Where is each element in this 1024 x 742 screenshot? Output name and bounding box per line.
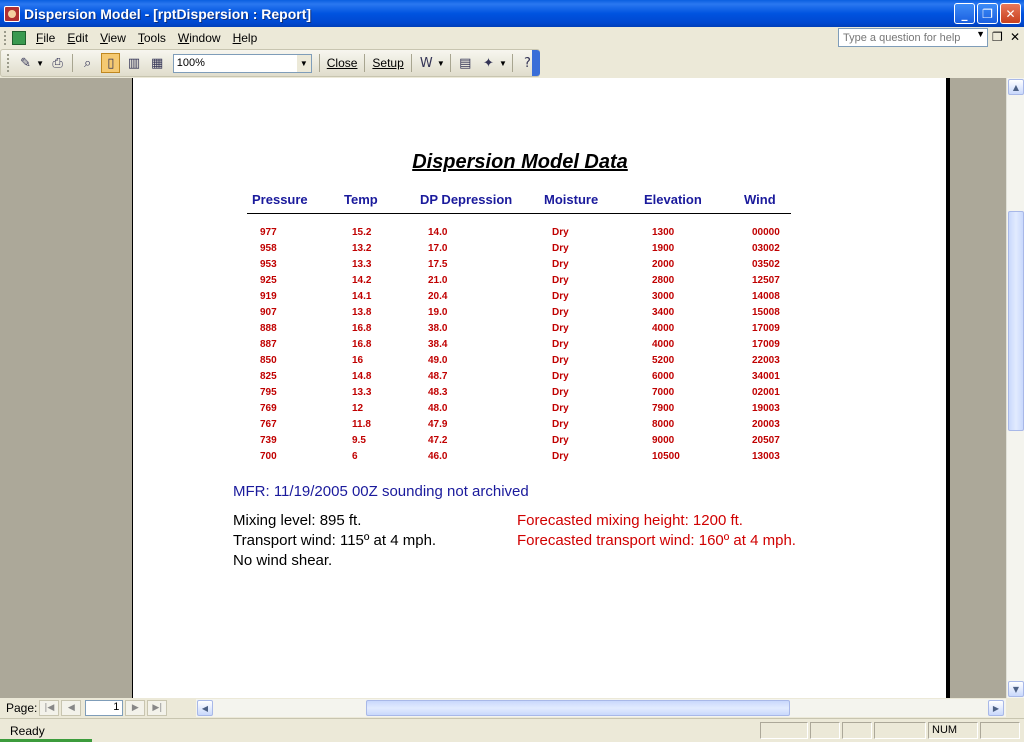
last-page-icon[interactable]: ▶| bbox=[147, 700, 167, 716]
cell-elevation: 4000 bbox=[652, 339, 675, 350]
new-object-icon[interactable]: ✦ bbox=[482, 55, 494, 71]
cell-wind: 20003 bbox=[752, 419, 780, 430]
cell-pressure: 700 bbox=[260, 451, 277, 462]
toolbar-separator bbox=[72, 54, 73, 72]
cell-pressure: 767 bbox=[260, 419, 277, 430]
cell-moisture: Dry bbox=[552, 339, 569, 350]
cell-elevation: 1300 bbox=[652, 227, 675, 238]
column-header-elevation: Elevation bbox=[644, 192, 702, 207]
multiple-pages-icon[interactable]: ▦ bbox=[151, 55, 164, 71]
table-row bbox=[133, 323, 833, 339]
office-links-dropdown-icon[interactable]: ▼ bbox=[436, 58, 445, 68]
cell-moisture: Dry bbox=[552, 227, 569, 238]
mdi-restore-icon[interactable]: ❐ bbox=[992, 30, 1003, 44]
menu-bar bbox=[0, 27, 1024, 49]
zoom-select[interactable] bbox=[173, 54, 312, 73]
column-header-temp: Temp bbox=[344, 192, 378, 207]
table-row bbox=[133, 339, 833, 355]
cell-elevation: 7900 bbox=[652, 403, 675, 414]
cell-temp: 9.5 bbox=[352, 435, 366, 446]
design-view-icon[interactable]: ✎ bbox=[20, 55, 31, 71]
cell-moisture: Dry bbox=[552, 419, 569, 430]
menu-help[interactable]: Help bbox=[232, 31, 258, 45]
scroll-right-icon[interactable]: ▶ bbox=[988, 700, 1004, 716]
horizontal-scroll-thumb[interactable] bbox=[366, 700, 790, 716]
menu-grip bbox=[4, 31, 8, 45]
cell-wind: 12507 bbox=[752, 275, 780, 286]
toolbar-separator bbox=[450, 54, 451, 72]
mfr-note: MFR: 11/19/2005 00Z sounding not archived bbox=[233, 483, 529, 500]
app-key-icon[interactable] bbox=[4, 6, 20, 22]
toolbar-separator bbox=[512, 54, 513, 72]
table-row bbox=[133, 355, 833, 371]
column-header-wind: Wind bbox=[744, 192, 776, 207]
report-page bbox=[132, 78, 950, 698]
cell-dp-depression: 19.0 bbox=[428, 307, 448, 318]
cell-temp: 16.8 bbox=[352, 339, 372, 350]
cell-pressure: 850 bbox=[260, 355, 277, 366]
status-panel bbox=[760, 722, 808, 739]
help-icon[interactable]: ? bbox=[524, 55, 531, 71]
cell-elevation: 3400 bbox=[652, 307, 675, 318]
page-number-input[interactable]: 1 bbox=[85, 700, 123, 716]
cell-elevation: 7000 bbox=[652, 387, 675, 398]
cell-wind: 22003 bbox=[752, 355, 780, 366]
forecast-transport-wind: Forecasted transport wind: 160º at 4 mph. bbox=[517, 532, 796, 549]
cell-dp-depression: 17.0 bbox=[428, 243, 448, 254]
cell-pressure: 769 bbox=[260, 403, 277, 414]
print-icon[interactable]: ⎙ bbox=[52, 55, 63, 71]
cell-wind: 14008 bbox=[752, 291, 780, 302]
cell-temp: 11.8 bbox=[352, 419, 371, 430]
cell-dp-depression: 48.3 bbox=[428, 387, 448, 398]
cell-moisture: Dry bbox=[552, 259, 569, 270]
cell-moisture: Dry bbox=[552, 243, 569, 254]
cell-temp: 14.1 bbox=[352, 291, 372, 302]
menu-window[interactable]: Window bbox=[177, 31, 221, 45]
cell-temp: 16 bbox=[352, 355, 364, 366]
cell-wind: 19003 bbox=[752, 403, 780, 414]
column-header-moisture: Moisture bbox=[544, 192, 599, 207]
page-label: Page: bbox=[6, 701, 38, 715]
toolbar-separator bbox=[411, 54, 412, 72]
cell-wind: 00000 bbox=[752, 227, 780, 238]
cell-wind: 03002 bbox=[752, 243, 780, 254]
cell-moisture: Dry bbox=[552, 307, 569, 318]
cell-elevation: 9000 bbox=[652, 435, 675, 446]
num-lock-indicator: NUM bbox=[928, 722, 978, 739]
cell-wind: 13003 bbox=[752, 451, 780, 462]
zoom-icon[interactable]: ⌕ bbox=[84, 55, 92, 71]
menu-edit[interactable]: Edit bbox=[67, 31, 89, 45]
cell-temp: 15.2 bbox=[352, 227, 372, 238]
column-header-pressure: Pressure bbox=[252, 192, 308, 207]
cell-temp: 13.2 bbox=[352, 243, 372, 254]
table-row bbox=[133, 371, 833, 387]
cell-pressure: 795 bbox=[260, 387, 277, 398]
header-divider bbox=[247, 213, 791, 214]
cell-temp: 14.2 bbox=[352, 275, 372, 286]
report-doc-icon[interactable] bbox=[12, 31, 26, 45]
help-placeholder: Type a question for help bbox=[843, 31, 961, 44]
scroll-down-icon[interactable]: ▼ bbox=[1008, 681, 1024, 697]
restore-button[interactable]: ❐ bbox=[977, 3, 998, 24]
cell-temp: 13.3 bbox=[352, 387, 372, 398]
status-panel bbox=[874, 722, 926, 739]
wind-shear: No wind shear. bbox=[233, 552, 333, 569]
cell-wind: 17009 bbox=[752, 323, 780, 334]
cell-elevation: 5200 bbox=[652, 355, 675, 366]
table-row bbox=[133, 291, 833, 307]
vertical-scroll-thumb[interactable] bbox=[1008, 211, 1024, 431]
cell-dp-depression: 48.0 bbox=[428, 403, 448, 414]
cell-elevation: 6000 bbox=[652, 371, 675, 382]
mixing-level: Mixing level: 895 ft. bbox=[233, 512, 362, 529]
cell-elevation: 2000 bbox=[652, 259, 675, 270]
menu-tools[interactable]: Tools bbox=[137, 31, 166, 45]
database-window-icon[interactable]: ▤ bbox=[459, 55, 472, 71]
mdi-close-icon[interactable]: ✕ bbox=[1010, 30, 1021, 44]
cell-temp: 12 bbox=[352, 403, 364, 414]
cell-moisture: Dry bbox=[552, 387, 569, 398]
cell-moisture: Dry bbox=[552, 323, 569, 334]
print-preview-toolbar bbox=[0, 49, 540, 77]
design-view-dropdown-icon[interactable]: ▼ bbox=[36, 58, 45, 68]
title-bar bbox=[0, 0, 1024, 27]
zoom-dropdown-icon[interactable]: ▼ bbox=[297, 55, 311, 72]
cell-temp: 14.8 bbox=[352, 371, 372, 382]
cell-dp-depression: 17.5 bbox=[428, 259, 448, 270]
cell-wind: 03502 bbox=[752, 259, 780, 270]
cell-moisture: Dry bbox=[552, 371, 569, 382]
vertical-scrollbar[interactable] bbox=[1006, 78, 1024, 698]
cell-moisture: Dry bbox=[552, 275, 569, 286]
table-row bbox=[133, 307, 833, 323]
table-row bbox=[133, 243, 833, 259]
scroll-up-icon[interactable]: ▲ bbox=[1008, 79, 1024, 95]
cell-moisture: Dry bbox=[552, 291, 569, 302]
cell-dp-depression: 47.9 bbox=[428, 419, 448, 430]
cell-temp: 6 bbox=[352, 451, 358, 462]
cell-pressure: 888 bbox=[260, 323, 277, 334]
first-page-icon[interactable]: |◀ bbox=[39, 700, 59, 716]
cell-temp: 13.3 bbox=[352, 259, 372, 270]
cell-dp-depression: 20.4 bbox=[428, 291, 448, 302]
cell-elevation: 3000 bbox=[652, 291, 675, 302]
cell-moisture: Dry bbox=[552, 403, 569, 414]
cell-elevation: 2800 bbox=[652, 275, 675, 286]
cell-elevation: 8000 bbox=[652, 419, 675, 430]
office-links-icon[interactable]: W bbox=[419, 55, 433, 71]
setup-button[interactable]: Setup bbox=[372, 56, 404, 70]
cell-dp-depression: 38.4 bbox=[428, 339, 448, 350]
status-text: Ready bbox=[10, 723, 45, 738]
cell-moisture: Dry bbox=[552, 435, 569, 446]
help-search-input[interactable] bbox=[838, 28, 988, 47]
cell-dp-depression: 48.7 bbox=[428, 371, 448, 382]
one-page-icon[interactable]: ▯ bbox=[101, 53, 120, 73]
horizontal-scrollbar[interactable] bbox=[196, 699, 1006, 717]
cell-pressure: 925 bbox=[260, 275, 277, 286]
table-row bbox=[133, 259, 833, 275]
table-row bbox=[133, 275, 833, 291]
forecast-mixing-height: Forecasted mixing height: 1200 ft. bbox=[517, 512, 743, 529]
toolbar-separator bbox=[364, 54, 365, 72]
table-row bbox=[133, 387, 833, 403]
cell-temp: 13.8 bbox=[352, 307, 372, 318]
close-button[interactable]: ✕ bbox=[1000, 3, 1021, 24]
menu-file[interactable]: File bbox=[36, 31, 56, 45]
cell-dp-depression: 47.2 bbox=[428, 435, 448, 446]
table-row bbox=[133, 403, 833, 419]
table-row bbox=[133, 435, 833, 451]
minimize-button[interactable]: _ bbox=[954, 3, 975, 24]
status-panel bbox=[842, 722, 872, 739]
window-controls bbox=[954, 3, 1021, 24]
report-workspace bbox=[0, 78, 1006, 698]
cell-pressure: 953 bbox=[260, 259, 277, 270]
cell-elevation: 10500 bbox=[652, 451, 680, 462]
cell-pressure: 907 bbox=[260, 307, 277, 318]
cell-pressure: 958 bbox=[260, 243, 277, 254]
cell-elevation: 4000 bbox=[652, 323, 675, 334]
cell-pressure: 977 bbox=[260, 227, 277, 238]
record-navigation-bar bbox=[0, 698, 1024, 718]
table-row bbox=[133, 419, 833, 435]
new-object-dropdown-icon[interactable]: ▼ bbox=[499, 58, 507, 68]
cell-moisture: Dry bbox=[552, 355, 569, 366]
cell-pressure: 919 bbox=[260, 291, 277, 302]
next-page-icon[interactable]: ▶ bbox=[125, 700, 145, 716]
transport-wind: Transport wind: 115º at 4 mph. bbox=[233, 532, 437, 549]
close-preview-button[interactable]: Close bbox=[326, 56, 358, 70]
toolbar-options-button[interactable] bbox=[532, 50, 540, 76]
cell-wind: 02001 bbox=[752, 387, 780, 398]
window-title: Dispersion Model - [rptDispersion : Report] bbox=[24, 5, 312, 22]
column-header-dp-depression: DP Depression bbox=[420, 192, 513, 207]
cell-wind: 34001 bbox=[752, 371, 780, 382]
cell-elevation: 1900 bbox=[652, 243, 675, 254]
cell-dp-depression: 21.0 bbox=[428, 275, 448, 286]
cell-temp: 16.8 bbox=[352, 323, 372, 334]
cell-dp-depression: 38.0 bbox=[428, 323, 448, 334]
toolbar-separator bbox=[319, 54, 320, 72]
cell-moisture: Dry bbox=[552, 451, 569, 462]
status-panel bbox=[810, 722, 840, 739]
cell-wind: 17009 bbox=[752, 339, 780, 350]
cell-pressure: 887 bbox=[260, 339, 277, 350]
cell-dp-depression: 49.0 bbox=[428, 355, 448, 366]
previous-page-icon[interactable]: ◀ bbox=[61, 700, 81, 716]
cell-wind: 20507 bbox=[752, 435, 780, 446]
two-pages-icon[interactable]: ▥ bbox=[127, 55, 141, 71]
menu-view[interactable]: View bbox=[100, 31, 126, 45]
cell-pressure: 825 bbox=[260, 371, 277, 382]
help-dropdown-icon[interactable]: ▼ bbox=[976, 29, 985, 39]
report-title: Dispersion Model Data bbox=[412, 151, 628, 173]
table-row bbox=[133, 227, 833, 243]
cell-dp-depression: 14.0 bbox=[428, 227, 448, 238]
scroll-left-icon[interactable]: ◀ bbox=[197, 700, 213, 716]
toolbar-grip bbox=[7, 54, 10, 72]
status-panel bbox=[980, 722, 1020, 739]
table-row bbox=[133, 451, 833, 467]
cell-wind: 15008 bbox=[752, 307, 780, 318]
zoom-value: 100% bbox=[176, 56, 205, 69]
status-bar bbox=[0, 718, 1024, 742]
cell-dp-depression: 46.0 bbox=[428, 451, 448, 462]
cell-pressure: 739 bbox=[260, 435, 277, 446]
